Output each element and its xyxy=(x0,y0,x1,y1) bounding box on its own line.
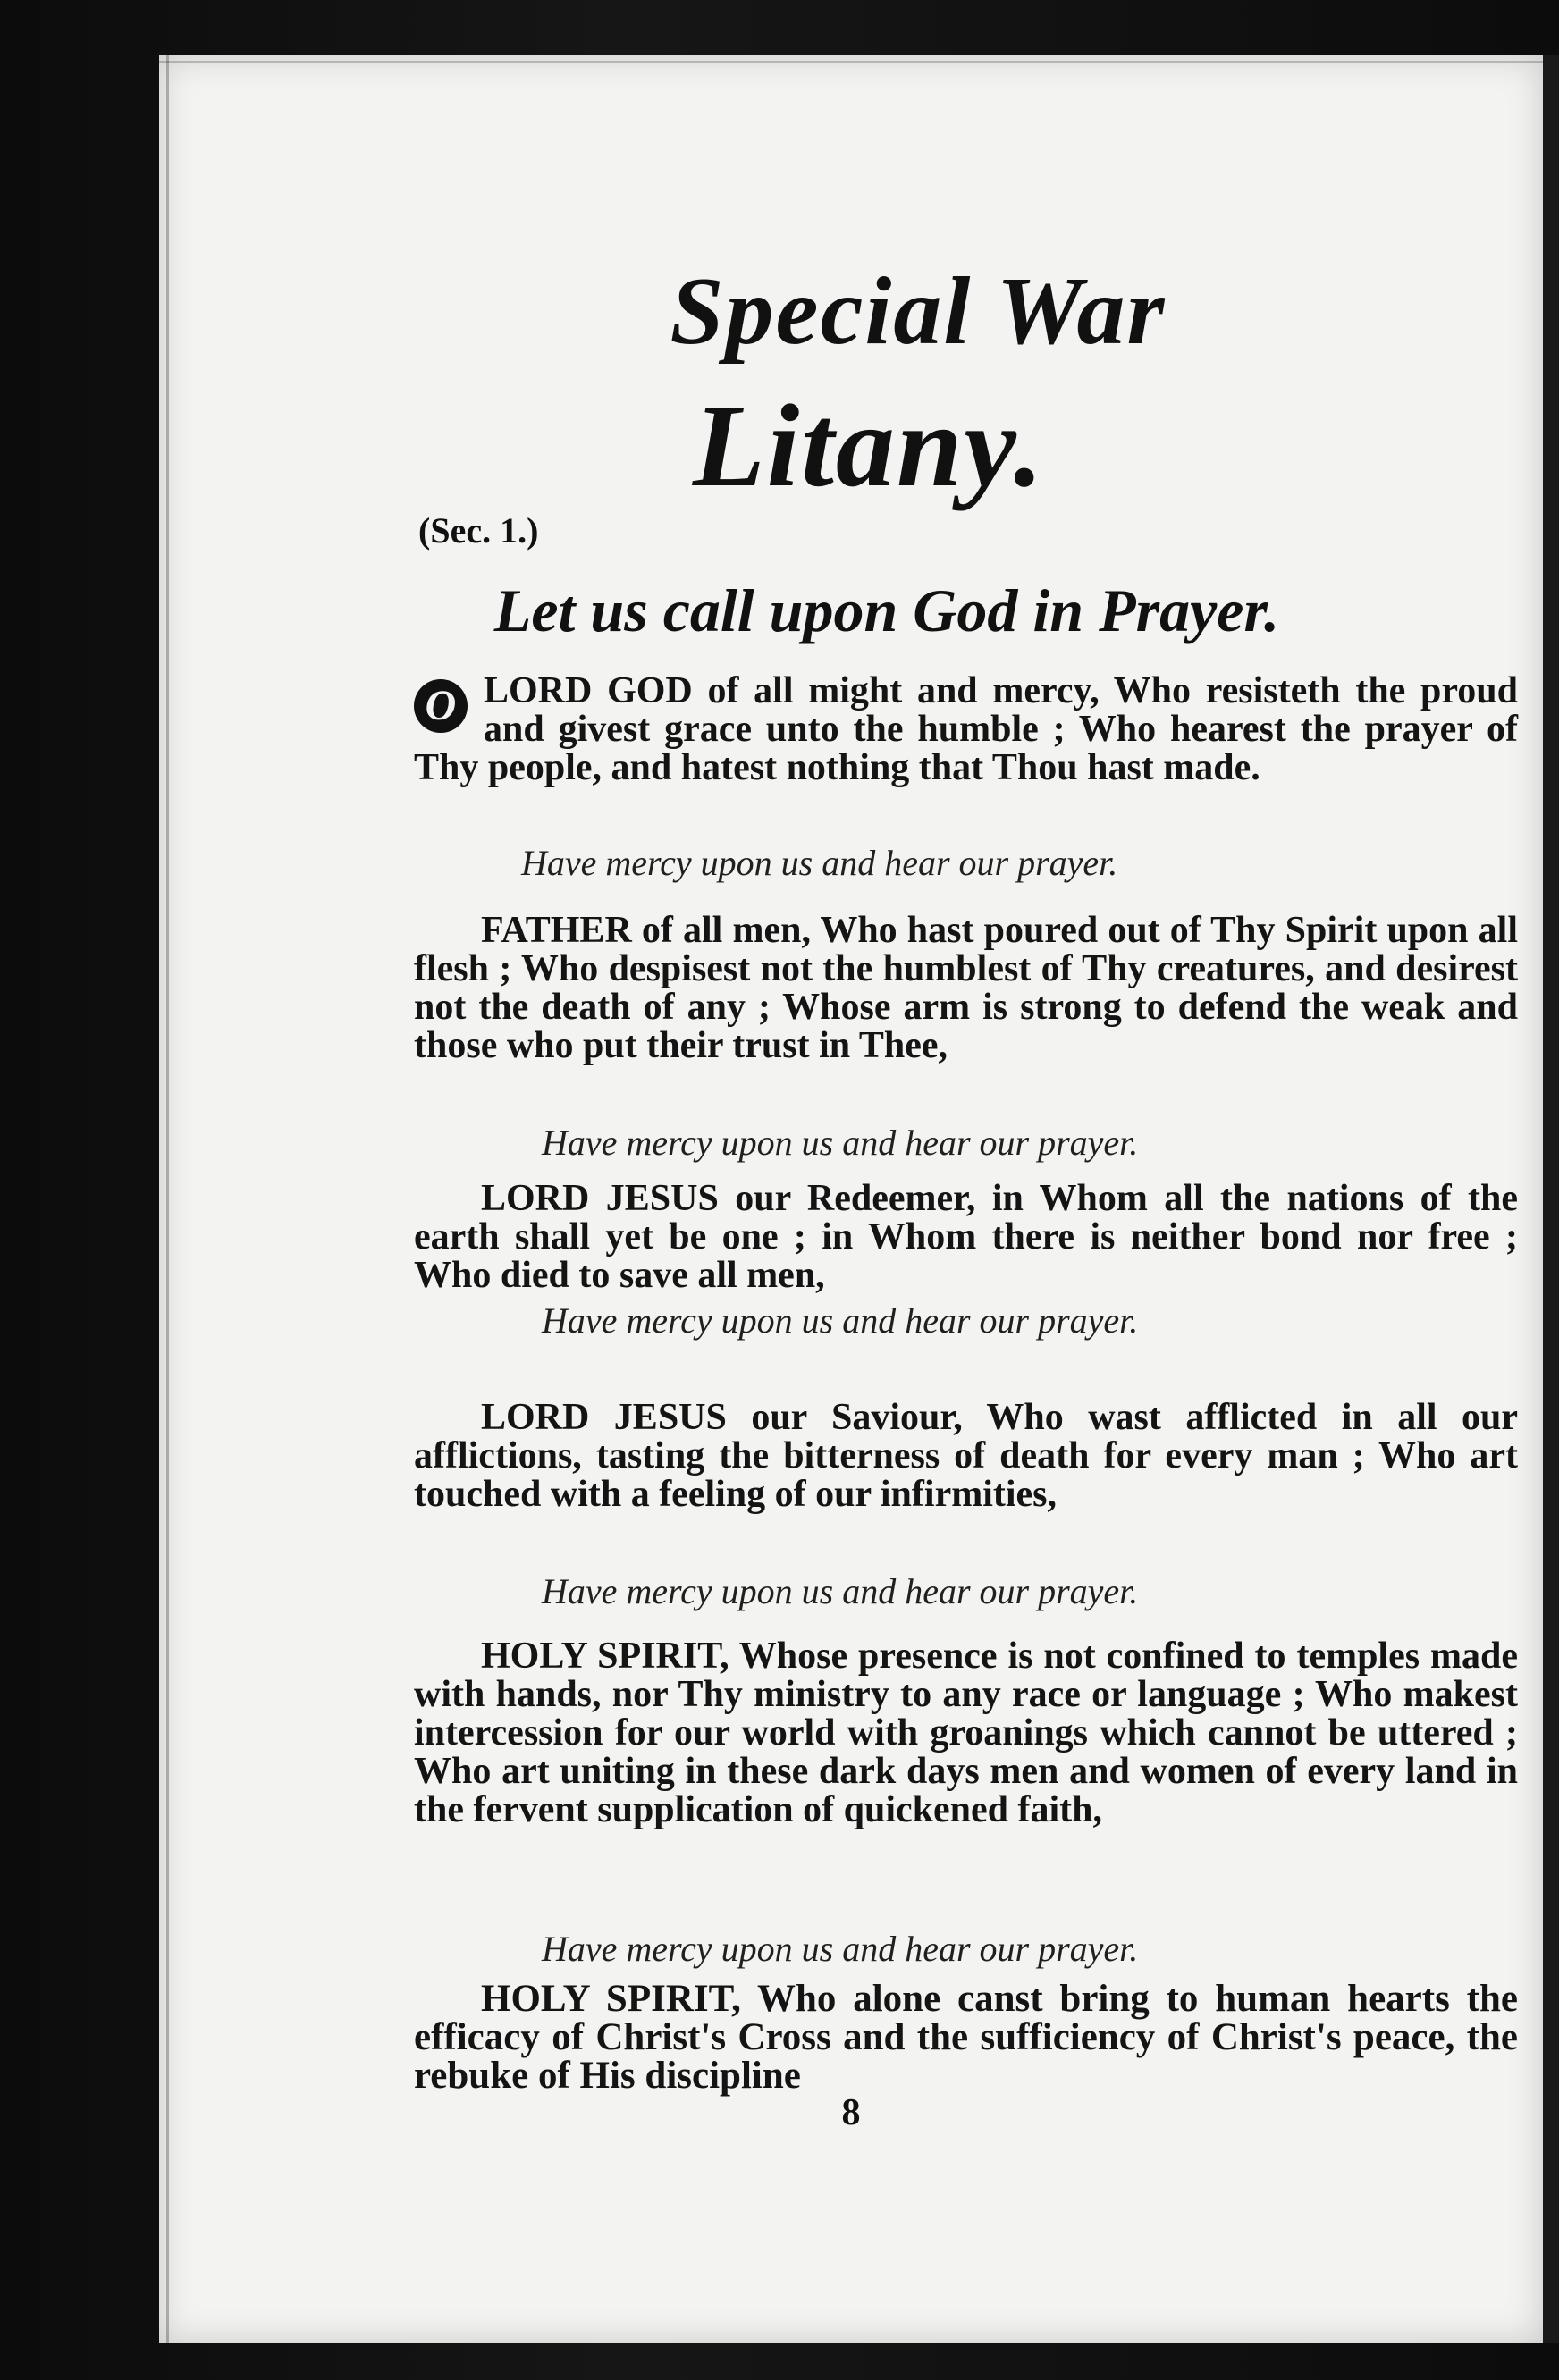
petition-text-4: LORD JESUS our Saviour, Who wast afflicted in all our afflictions, tasting the bitterness of death for every man ; Who art touched with a feeling of our infirmities, xyxy=(414,1397,1518,1515)
page-number: 8 xyxy=(841,2092,861,2133)
response-4: Have mercy upon us and hear our prayer. xyxy=(542,1571,1139,1611)
title-line-1: Special War xyxy=(670,258,1167,365)
section-label: (Sec. 1.) xyxy=(418,510,539,551)
petition-paragraph-1 xyxy=(414,672,1518,787)
dropcap-initial: O xyxy=(414,679,468,733)
petition-paragraph-6 xyxy=(414,1980,1518,2095)
petition-text-3: LORD JESUS our Redeemer, in Whom all the nations of the earth shall yet be one ; in Whom there is neither bond nor free ; Who died to save all men, xyxy=(414,1178,1518,1296)
response-3: Have mercy upon us and hear our prayer. xyxy=(542,1300,1139,1341)
petition-text-2: FATHER of all men, Who hast poured out of Thy Spirit upon all flesh ; Who despisest not the humblest of Thy creatures, and desirest not the death of any ; Whose arm is strong to defend the weak and those who put their trust in Thee, xyxy=(414,910,1518,1066)
response-5: Have mercy upon us and hear our prayer. xyxy=(542,1929,1139,1969)
response-1: Have mercy upon us and hear our prayer. xyxy=(521,843,1118,883)
petition-paragraph-4 xyxy=(414,1399,1518,1514)
petition-text-5: HOLY SPIRIT, Whose presence is not confined to temples made with hands, nor Thy ministry to any race or language ; Who makest intercession for our world with groanings which cannot be uttered ; Who art uniting in these dark days men and women of every land in the fervent supplication of quickened faith, xyxy=(414,1636,1518,1830)
petition-text-6: HOLY SPIRIT, Who alone canst bring to human hearts the efficacy of Christ's Cross and the sufficiency of Christ's peace, the rebuke of His discipline xyxy=(414,1978,1518,2097)
response-2: Have mercy upon us and hear our prayer. xyxy=(542,1123,1139,1163)
invocation-heading: Let us call upon God in Prayer. xyxy=(493,576,1280,644)
petition-text-1: LORD GOD of all might and mercy, Who resisteth the proud and givest grace unto the humble ; Who hearest the prayer of Thy people, and hatest nothing that Thou hast made. xyxy=(414,670,1518,788)
title-line-2: Litany. xyxy=(692,380,1046,511)
petition-paragraph-3 xyxy=(414,1180,1518,1295)
book-page xyxy=(159,55,1543,2343)
petition-paragraph-2 xyxy=(414,912,1518,1065)
petition-paragraph-5 xyxy=(414,1637,1518,1829)
